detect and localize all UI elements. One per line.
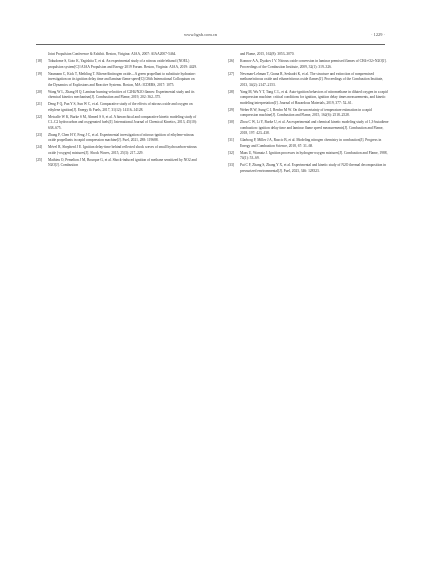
reference-26: [26] Konnov A A, Dyakov I V. Nitrous oxide conversion in laminar premixed flames of CH4+O2+N2O[J]. Proceedings of the Combustion Institute, 2009, 32(1): 319–326. (228, 59, 387, 69)
reference-21: [21] Deng F Q, Pan Y S, Sun W C, et al. Comparative study of the effects of nitrous oxide and oxygen on ethylene ignition[J]. Energy & Fuels, 2017, 31(12): 14116–14128. (36, 102, 193, 112)
reference-continuation: Joint Propulsion Conference & Exhibit. Reston, Virigina: AIAA, 2007: AIAA2007-5464. (48, 52, 177, 56)
reference-28: [28] Yang M, Wu Y T, Tang C L, et al. Auto-ignition behaviors of nitromethane in diluted oxygen in a rapid compression machine: critical conditions for ignition, ignition delay times measurements, and kinetic modeling interpretation[J]. Journal of Hazardous Materials, 2019, 377: 52–61. (228, 89, 388, 105)
reference-18: [18] Tokudome S, Goto K, Yagishita T, et al. An experimental study of a nitrous oxide/ethanol (NOEL) propulsion system[C]//AIAA Propulsion and Energy 2019 Forum. Reston, Virginia: AIAA, 2019: 4429. (36, 59, 198, 69)
references-left-column (36, 52, 198, 170)
reference-continuation: and Flame, 2015, 162(8): 3053–3070. (240, 52, 295, 56)
reference-22: [22] Metcalfe W K, Burke S M, Ahmed S S, et al. A hierarchical and comparative kinetic modeling study of C1–C2 hydrocarbon and oxygenated fuels[J]. International Journal of Chemical Kinetics, 2013, 45(10): 638–675. (36, 114, 197, 130)
reference-30: [30] Zhou C W, Li Y, Burke U, et al. An experimental and chemical kinetic modeling study of 1,3-butadiene combustion: ignition delay time and laminar flame speed measurements[J]. Combustion and Flame, 2018, 197: 423–438. (228, 120, 389, 135)
reference-20: [20] Wang W L, Zhang H Q. Laminar burning velocities of C2H4/N2O flames: Experimental study and its chemical kinetics mechanism[J]. Combustion and Flame, 2019, 202: 362–375. (36, 89, 195, 99)
journal-website: www.hgxb.com.cn (184, 32, 218, 37)
reference-33: [33] Pai C F, Zhang S, Zhang Y X, et al. Experimental and kinetic study of N2O thermal decomposition in pressurized environmental[J]. Fuel, 2023, 346: 128323. (228, 163, 386, 173)
page-header (36, 30, 385, 45)
reference-25: [25] Mathieu O, Pemelton J M, Bourque G, et al. Shock-induced ignition of methane sensitized by NO2 and N2O[J]. Combustion (36, 157, 197, 167)
reference-19: [19] Naumann C, Kick T, Methling T. Ethene/dinitrogen oxide—A green propellant to substitute hydrazine: investigation on its ignition delay time and laminar flame speed[C]//26th International Colloquium on the Dynamics of Explosions and Reactive Systems. Boston, MA: ICDERS, 2017: 1075. (36, 71, 196, 87)
reference-23: [23] Zhang F, Chen H Y, Feng J C, et al. Experimental investigation of nitrous-ignition of ethylene-nitrous oxide propellants in rapid compression machine[J]. Fuel, 2021, 288: 119688. (36, 132, 194, 142)
reference-32: [32] Maas U, Warnatz J. Ignition processes in hydrogen-oxygen mixtures[J]. Combustion and Flame, 1988, 74(1): 53–69. (228, 150, 388, 160)
page-number: · 1229 · (371, 32, 385, 37)
reference-31: [31] Glarborg P, Miller J A, Ruscic B, et al. Modeling nitrogen chemistry in combustion[J]. Progress in Energy and Combustion Science, 2018, 67: 31–68. (228, 138, 382, 148)
reference-27: [27] Newman-Lehman T, Grana R, Seshadri K, et al. The structure and extinction of nonpremixed methane/nitrous oxide and ethane/nitrous oxide flames[J]. Proceedings of the Combustion Institute, 2013, 34(2): 2147–2153. (228, 71, 384, 87)
references-right-column (228, 52, 390, 176)
reference-24: [24] Mével R, Shepherd J E. Ignition delay-time behind reflected shock waves of small hydrocarbon-nitrous oxide (-oxygen) mixtures[J]. Shock Waves, 2015, 25(3): 217–229. (36, 145, 197, 155)
reference-29: [29] Weber B W, Sung C J, Renfro M W. On the uncertainty of temperature estimation in a rapid compression machine[J]. Combustion and Flame, 2015, 162(6): 2518–2528. (228, 107, 372, 117)
